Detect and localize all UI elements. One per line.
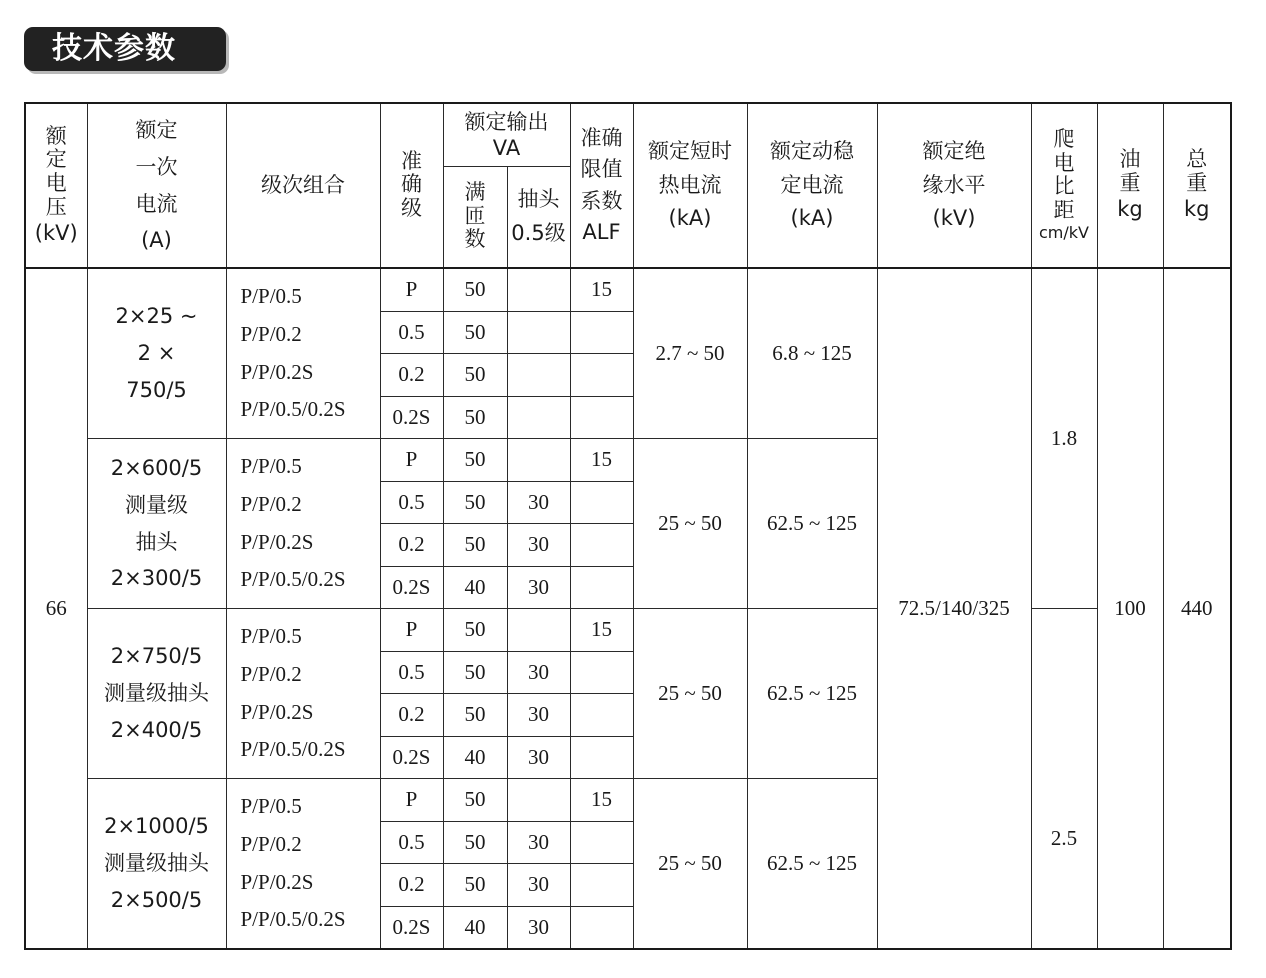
header-total-weight: 总 重 kg xyxy=(1163,103,1231,268)
primary-current-line: 750/5 xyxy=(126,377,187,402)
alf-cell xyxy=(570,396,633,439)
alf-cell xyxy=(570,651,633,694)
full-turns-output-cell: 50 xyxy=(443,779,507,822)
tap-output-cell: 30 xyxy=(507,524,570,567)
class-combination-line: P/P/0.2 xyxy=(240,831,302,856)
tap-output-cell: 30 xyxy=(507,906,570,949)
header-rated-primary-current: 额定 一次 电流 (A) xyxy=(87,103,226,268)
accuracy-class-cell: 0.2 xyxy=(380,354,443,397)
alf-cell xyxy=(570,906,633,949)
tap-output-cell: 30 xyxy=(507,566,570,609)
accuracy-class-cell: 0.2S xyxy=(380,906,443,949)
header-creepage: 爬 电 比 距 cm/kV xyxy=(1031,103,1097,268)
header-dynamic-current: 额定动稳 定电流 (kA) xyxy=(747,103,877,268)
full-turns-output-cell: 50 xyxy=(443,439,507,482)
accuracy-class-cell: 0.2S xyxy=(380,396,443,439)
class-combination-cell xyxy=(226,609,380,779)
header-accuracy-class: 准 确 级 xyxy=(380,103,443,268)
class-combination-line: P/P/0.2S xyxy=(240,699,314,724)
header-full-turns: 满 匝 数 xyxy=(443,167,507,269)
full-turns-output-cell: 50 xyxy=(443,311,507,354)
class-combination-line: P/P/0.5 xyxy=(240,454,302,479)
primary-current-line: 2×750/5 xyxy=(110,644,203,669)
class-combination-line: P/P/0.5/0.2S xyxy=(240,737,346,762)
rated-voltage-cell: 66 xyxy=(25,268,87,949)
accuracy-class-cell: 0.2 xyxy=(380,864,443,907)
header-alf: 准确 限值 系数 ALF xyxy=(570,103,633,268)
primary-current-line: 2×300/5 xyxy=(110,566,203,591)
tap-output-cell: 30 xyxy=(507,736,570,779)
accuracy-class-cell: 0.2S xyxy=(380,736,443,779)
class-combination-cell xyxy=(226,268,380,439)
alf-cell xyxy=(570,864,633,907)
full-turns-output-cell: 50 xyxy=(443,694,507,737)
short-time-current-cell: 25 ~ 50 xyxy=(633,439,747,609)
primary-current-line: 测量级 xyxy=(125,492,188,517)
tap-output-cell xyxy=(507,354,570,397)
class-combination-cell xyxy=(226,779,380,950)
short-time-current-cell: 2.7 ~ 50 xyxy=(633,268,747,439)
accuracy-class-cell: P xyxy=(380,268,443,311)
tap-output-cell xyxy=(507,609,570,652)
accuracy-class-cell: 0.5 xyxy=(380,311,443,354)
full-turns-output-cell: 50 xyxy=(443,821,507,864)
table-body xyxy=(25,268,1231,949)
primary-current-cell xyxy=(87,779,226,950)
short-time-current-cell: 25 ~ 50 xyxy=(633,779,747,950)
class-combination-line: P/P/0.5 xyxy=(240,624,302,649)
class-combination-line: P/P/0.5/0.2S xyxy=(240,907,346,932)
class-combination-line: P/P/0.2 xyxy=(240,661,302,686)
class-combination-line: P/P/0.5 xyxy=(240,794,302,819)
alf-cell xyxy=(570,481,633,524)
full-turns-output-cell: 50 xyxy=(443,354,507,397)
alf-cell xyxy=(570,736,633,779)
primary-current-cell xyxy=(87,609,226,779)
class-combination-line: P/P/0.2S xyxy=(240,529,314,554)
accuracy-class-cell: 0.2 xyxy=(380,694,443,737)
accuracy-class-cell: P xyxy=(380,439,443,482)
tap-output-cell xyxy=(507,311,570,354)
primary-current-line: 2×600/5 xyxy=(110,456,203,480)
full-turns-output-cell: 40 xyxy=(443,566,507,609)
tech-spec-table xyxy=(24,102,1232,950)
full-turns-output-cell: 40 xyxy=(443,736,507,779)
full-turns-output-cell: 40 xyxy=(443,906,507,949)
full-turns-output-cell: 50 xyxy=(443,268,507,311)
primary-current-line: 2×1000/5 xyxy=(104,814,209,839)
tap-output-cell: 30 xyxy=(507,481,570,524)
accuracy-class-cell: 0.2S xyxy=(380,566,443,609)
header-rated-output: 额定输出 VA xyxy=(443,103,570,167)
table-row xyxy=(25,609,1231,652)
class-combination-line: P/P/0.5/0.2S xyxy=(240,567,346,592)
tap-output-cell: 30 xyxy=(507,821,570,864)
dynamic-current-cell: 62.5 ~ 125 xyxy=(747,609,877,779)
accuracy-class-cell: P xyxy=(380,609,443,652)
alf-cell xyxy=(570,524,633,567)
primary-current-line: 测量级抽头 xyxy=(104,681,209,706)
tap-output-cell: 30 xyxy=(507,651,570,694)
primary-current-line: 2×25 ~ xyxy=(115,304,198,329)
class-combination-line: P/P/0.2S xyxy=(240,869,314,894)
full-turns-output-cell: 50 xyxy=(443,651,507,694)
alf-cell: 15 xyxy=(570,779,633,822)
alf-cell: 15 xyxy=(570,439,633,482)
primary-current-cell xyxy=(87,439,226,609)
alf-cell xyxy=(570,694,633,737)
insulation-level-cell: 72.5/140/325 xyxy=(877,268,1031,949)
class-combination-line: P/P/0.2 xyxy=(240,491,302,516)
alf-cell: 15 xyxy=(570,268,633,311)
alf-cell xyxy=(570,311,633,354)
header-insulation-level: 额定绝 缘水平 (kV) xyxy=(877,103,1031,268)
class-combination-line: P/P/0.5 xyxy=(240,284,302,309)
alf-cell xyxy=(570,566,633,609)
header-short-time-current: 额定短时 热电流 (kA) xyxy=(633,103,747,268)
header-oil-weight: 油 重 kg xyxy=(1097,103,1163,268)
oil-weight-cell: 100 xyxy=(1097,268,1163,949)
class-combination-line: P/P/0.2 xyxy=(240,321,302,346)
tap-output-cell xyxy=(507,779,570,822)
tap-output-cell: 30 xyxy=(507,694,570,737)
table-row xyxy=(25,268,1231,311)
alf-cell xyxy=(570,354,633,397)
dynamic-current-cell: 6.8 ~ 125 xyxy=(747,268,877,439)
tap-output-cell xyxy=(507,268,570,311)
alf-cell: 15 xyxy=(570,609,633,652)
accuracy-class-cell: 0.2 xyxy=(380,524,443,567)
header-class-combination: 级次组合 xyxy=(226,103,380,268)
tap-output-cell: 30 xyxy=(507,864,570,907)
tap-output-cell xyxy=(507,439,570,482)
primary-current-cell xyxy=(87,268,226,439)
creepage-cell: 1.8 xyxy=(1031,268,1097,609)
creepage-cell: 2.5 xyxy=(1031,609,1097,950)
primary-current-line: 抽头 xyxy=(135,529,178,554)
dynamic-current-cell: 62.5 ~ 125 xyxy=(747,779,877,950)
alf-cell xyxy=(570,821,633,864)
dynamic-current-cell: 62.5 ~ 125 xyxy=(747,439,877,609)
total-weight-cell: 440 xyxy=(1163,268,1231,949)
header-tap: 抽头 0.5级 xyxy=(507,167,570,269)
section-title: 技术参数 xyxy=(24,27,226,71)
full-turns-output-cell: 50 xyxy=(443,396,507,439)
primary-current-line: 2×500/5 xyxy=(110,887,203,912)
full-turns-output-cell: 50 xyxy=(443,481,507,524)
primary-current-line: 2×400/5 xyxy=(110,717,203,742)
class-combination-line: P/P/0.2S xyxy=(240,359,314,384)
accuracy-class-cell: P xyxy=(380,779,443,822)
accuracy-class-cell: 0.5 xyxy=(380,821,443,864)
full-turns-output-cell: 50 xyxy=(443,524,507,567)
primary-current-line: 测量级抽头 xyxy=(104,851,209,876)
tap-output-cell xyxy=(507,396,570,439)
full-turns-output-cell: 50 xyxy=(443,864,507,907)
header-rated-voltage: 额 定 电 压 (kV) xyxy=(25,103,87,268)
full-turns-output-cell: 50 xyxy=(443,609,507,652)
accuracy-class-cell: 0.5 xyxy=(380,651,443,694)
class-combination-line: P/P/0.5/0.2S xyxy=(240,397,346,422)
class-combination-cell xyxy=(226,439,380,609)
primary-current-line: 2 × xyxy=(137,341,176,366)
accuracy-class-cell: 0.5 xyxy=(380,481,443,524)
short-time-current-cell: 25 ~ 50 xyxy=(633,609,747,779)
